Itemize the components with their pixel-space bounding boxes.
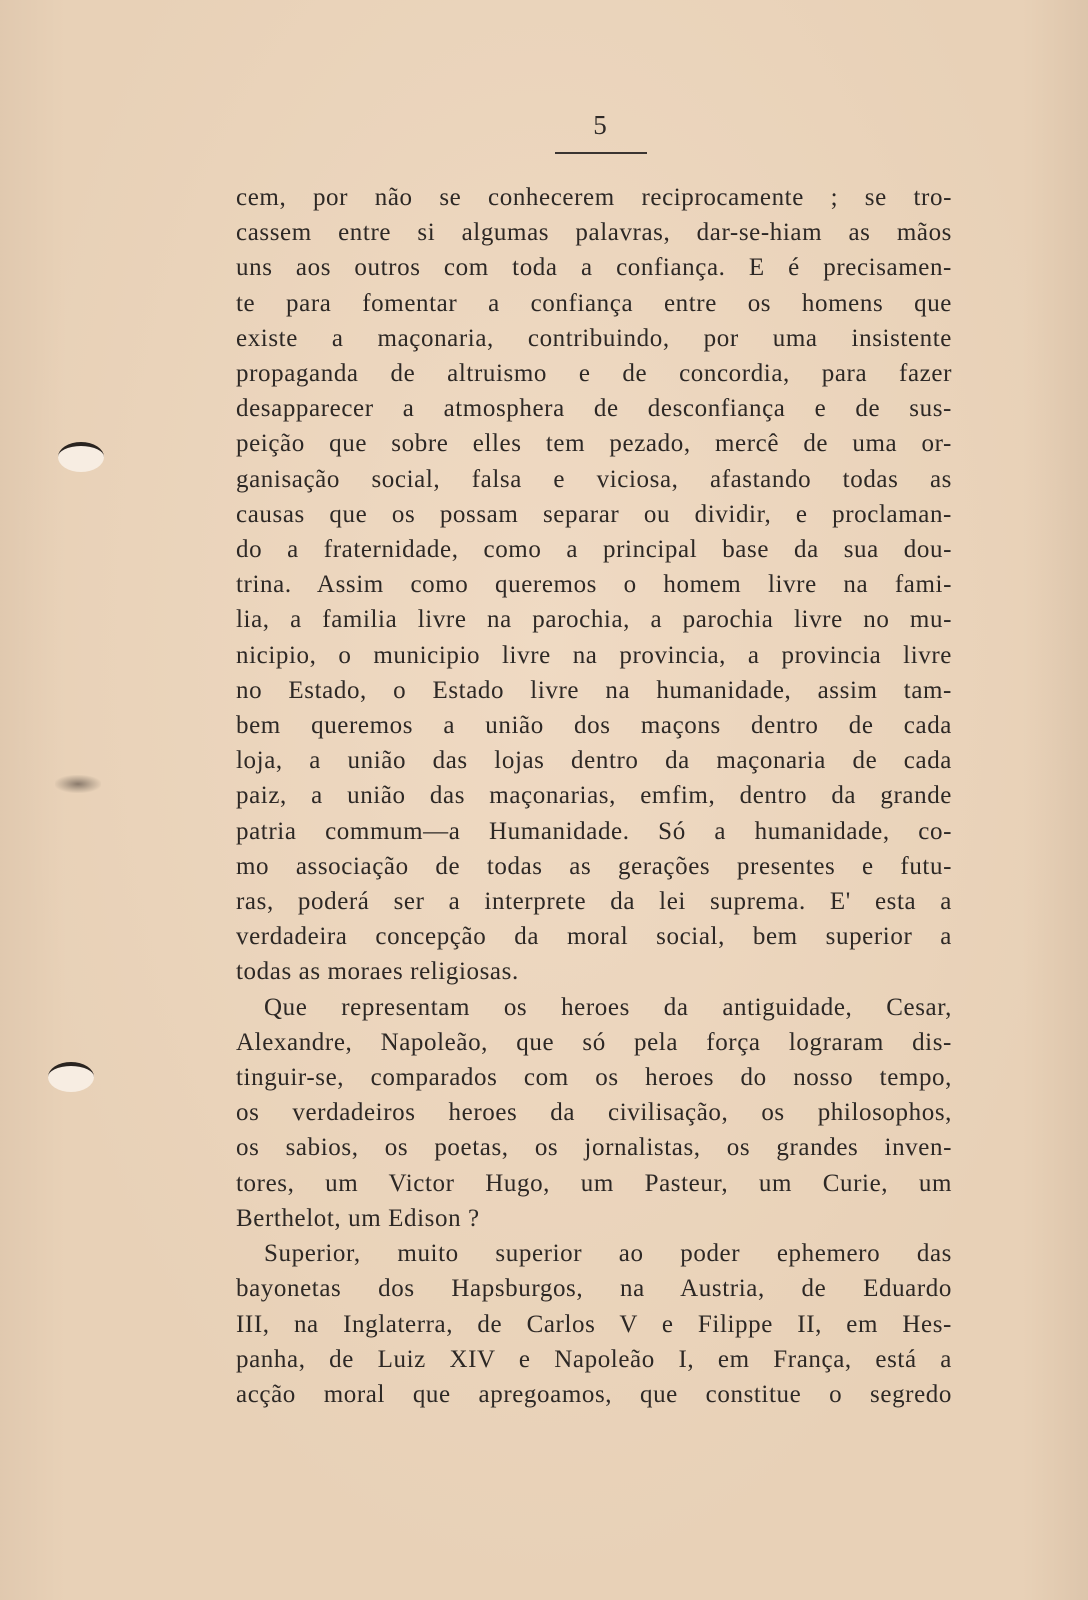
text-line: cem, por não se conhecerem reciprocamente ; se tro- (236, 184, 952, 211)
page-number-rule (555, 152, 647, 154)
text-line: panha, de Luiz XIV e Napoleão I, em França, está a (236, 1345, 952, 1373)
text-line: III, na Inglaterra, de Carlos V e Filippe II, em Hes- (236, 1310, 952, 1338)
paper-stain (55, 775, 101, 793)
text-line: causas que os possam separar ou dividir, e proclaman- (236, 500, 952, 528)
text-line: uns aos outros com toda a confiança. E é precisamen- (236, 254, 952, 282)
text-line: lia, a familia livre na parochia, a parochia livre no mu- (236, 606, 952, 634)
punch-hole-bottom (48, 1062, 94, 1092)
text-line: os verdadeiros heroes da civilisação, os philosophos, (236, 1099, 952, 1127)
text-line: loja, a união das lojas dentro da maçonaria de cada (236, 747, 952, 775)
paragraph-1 (236, 180, 952, 990)
text-line: desapparecer a atmosphera de desconfiança e de sus- (236, 395, 952, 423)
text-line: verdadeira concepção da moral social, bem superior a (236, 923, 952, 951)
text-line: te para fomentar a confiança entre os homens que (236, 289, 952, 317)
text-line: nicipio, o municipio livre na provincia, a provincia livre (236, 641, 952, 669)
body-text (236, 180, 952, 1412)
text-line: propaganda de altruismo e de concordia, para fazer (236, 360, 952, 388)
text-line: Que representam os heroes da antiguidade, Cesar, (264, 993, 952, 1021)
paragraph-2 (236, 990, 952, 1236)
text-line: tinguir-se, comparados com os heroes do nosso tempo, (236, 1064, 952, 1092)
text-line: no Estado, o Estado livre na humanidade, assim tam- (236, 676, 952, 704)
text-line: bem queremos a união dos maçons dentro de cada (236, 712, 952, 740)
text-line: do a fraternidade, como a principal base da sua dou- (236, 536, 952, 564)
text-line: cassem entre si algumas palavras, dar-se-hiam as mãos (236, 219, 952, 247)
page-number: 5 (593, 110, 607, 140)
text-line: mo associação de todas as gerações presentes e futu- (236, 852, 952, 880)
punch-hole-top (58, 442, 104, 472)
text-line: trina. Assim como queremos o homem livre na fami- (236, 571, 952, 599)
text-line: acção moral que apregoamos, que constitue o segredo (236, 1380, 952, 1408)
text-line: ganisação social, falsa e viciosa, afastando todas as (236, 465, 952, 493)
text-line: paiz, a união das maçonarias, emfim, dentro da grande (236, 782, 952, 810)
text-line: todas as moraes religiosas. (236, 958, 519, 986)
paragraph-3 (236, 1236, 952, 1412)
text-line: existe a maçonaria, contribuindo, por uma insistente (236, 324, 952, 352)
text-line: tores, um Victor Hugo, um Pasteur, um Curie, um (236, 1169, 952, 1197)
text-line: bayonetas dos Hapsburgos, na Austria, de Eduardo (236, 1275, 952, 1303)
text-line: os sabios, os poetas, os jornalistas, os grandes inven- (236, 1134, 952, 1162)
text-line: Superior, muito superior ao poder ephemero das (264, 1240, 952, 1268)
text-line: patria commum—a Humanidade. Só a humanidade, co- (236, 817, 952, 845)
text-line: peição que sobre elles tem pezado, mercê de uma or- (236, 430, 952, 458)
text-line: Berthelot, um Edison ? (236, 1204, 480, 1232)
text-line: Alexandre, Napoleão, que só pela força lograram dis- (236, 1028, 952, 1056)
text-line: ras, poderá ser a interprete da lei suprema. E' esta a (236, 888, 952, 916)
